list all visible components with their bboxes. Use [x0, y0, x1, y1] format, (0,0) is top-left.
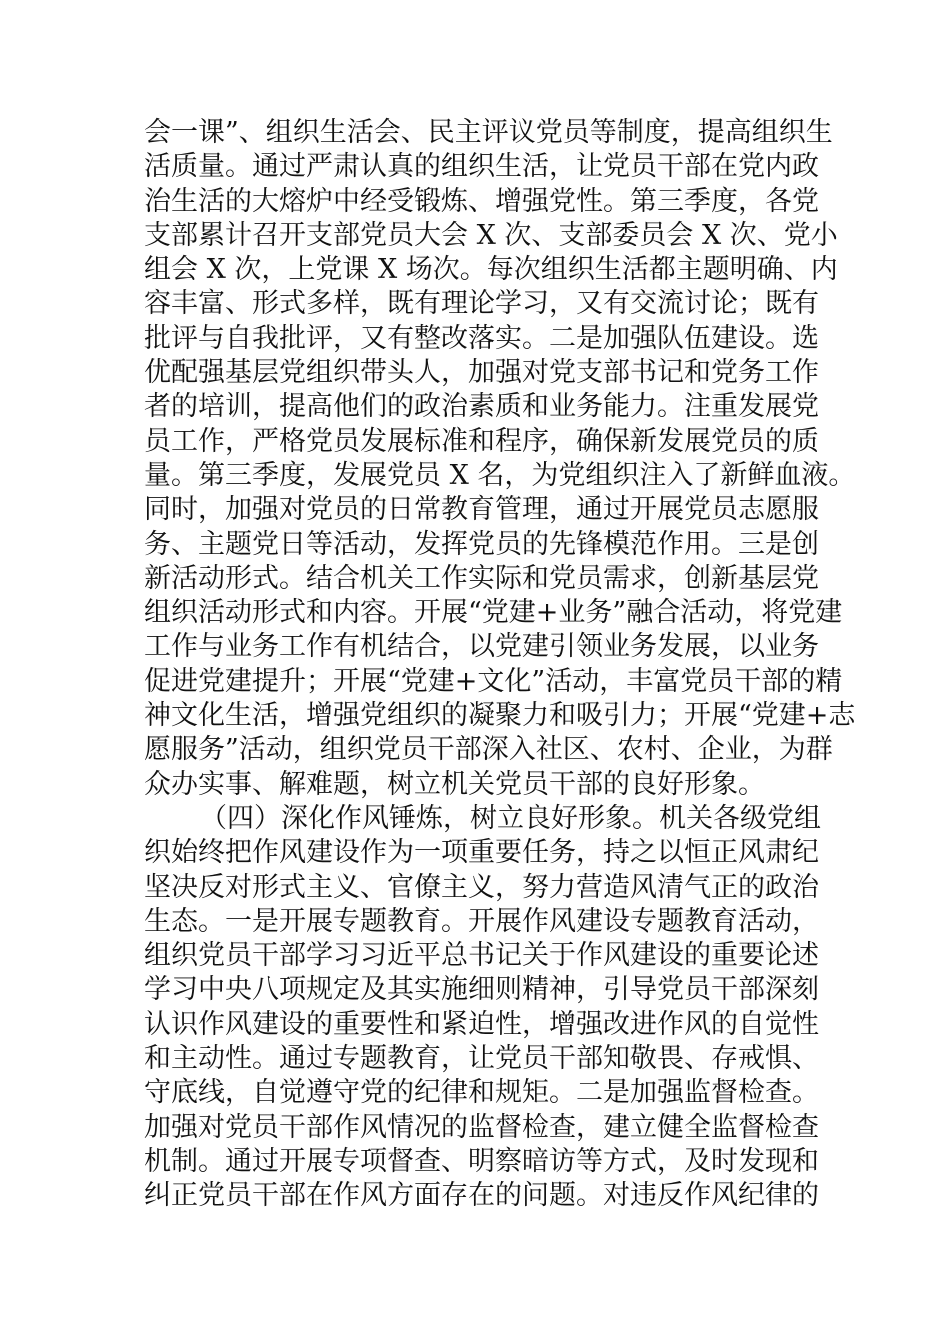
- text-line: 同时，加强对党员的日常教育管理，通过开展党员志愿服: [144, 494, 819, 526]
- text-line: 生态。一是开展专题教育。开展作风建设专题教育活动，: [144, 905, 819, 937]
- text-line: 学习中央八项规定及其实施细则精神，引导党员干部深刻: [144, 974, 819, 1006]
- text-line: 量。第三季度，发展党员 X 名，为党组织注入了新鲜血液。: [144, 459, 856, 491]
- text-line: 纠正党员干部在作风方面存在的问题。对违反作风纪律的: [144, 1180, 819, 1212]
- text-line: 优配强基层党组织带头人，加强对党支部书记和党务工作: [144, 357, 819, 389]
- text-line: 织始终把作风建设作为一项重要任务，持之以恒正风肃纪: [144, 837, 819, 869]
- text-line: 员工作，严格党员发展标准和程序，确保新发展党员的质: [144, 425, 819, 457]
- text-line: 守底线，自觉遵守党的纪律和规矩。二是加强监督检查。: [144, 1077, 819, 1109]
- text-line: 组会 X 次，上党课 X 场次。每次组织生活都主题明确、内: [144, 254, 838, 286]
- text-line: 机制。通过开展专项督查、明察暗访等方式，及时发现和: [144, 1145, 819, 1177]
- text-line: 务、主题党日等活动，发挥党员的先锋模范作用。三是创: [144, 528, 819, 560]
- text-line: 组织活动形式和内容。开展“党建+业务”融合活动，将党建: [144, 597, 843, 629]
- text-line: 促进党建提升；开展“党建+文化”活动，丰富党员干部的精: [144, 665, 843, 697]
- text-line: 会一课”、组织生活会、民主评议党员等制度，提高组织生: [144, 117, 833, 148]
- text-line: 工作与业务工作有机结合，以党建引领业务发展，以业务: [144, 631, 819, 663]
- text-line: 批评与自我批评，又有整改落实。二是加强队伍建设。选: [144, 322, 819, 354]
- body-text: [144, 116, 856, 1214]
- text-line: 新活动形式。结合机关工作实际和党员需求，创新基层党: [144, 562, 819, 594]
- text-line: 治生活的大熔炉中经受锻炼、增强党性。第三季度，各党: [144, 185, 819, 217]
- text-line: 坚决反对形式主义、官僚主义，努力营造风清气正的政治: [144, 871, 819, 903]
- text-line: 支部累计召开支部党员大会 X 次、支部委员会 X 次、党小: [144, 219, 838, 251]
- text-line: 和主动性。通过专题教育，让党员干部知敬畏、存戒惧、: [144, 1043, 819, 1075]
- text-line: 众办实事、解难题，树立机关党员干部的良好形象。: [144, 768, 765, 800]
- text-line: 神文化生活，增强党组织的凝聚力和吸引力；开展“党建+志: [144, 700, 856, 732]
- text-line: 认识作风建设的重要性和紧迫性，增强改进作风的自觉性: [144, 1008, 819, 1040]
- paragraph-first-line: （四）深化作风锤炼，树立良好形象。机关各级党组: [200, 802, 821, 834]
- text-line: 者的培训，提高他们的政治素质和业务能力。注重发展党: [144, 391, 819, 423]
- text-line: 加强对党员干部作风情况的监督检查，建立健全监督检查: [144, 1111, 819, 1143]
- text-line: 容丰富、形式多样，既有理论学习，又有交流讨论；既有: [144, 288, 819, 320]
- text-line: 愿服务”活动，组织党员干部深入社区、农村、企业，为群: [144, 734, 833, 766]
- text-line: 组织党员干部学习习近平总书记关于作风建设的重要论述: [144, 940, 819, 972]
- text-line: 活质量。通过严肃认真的组织生活，让党员干部在党内政: [144, 151, 819, 183]
